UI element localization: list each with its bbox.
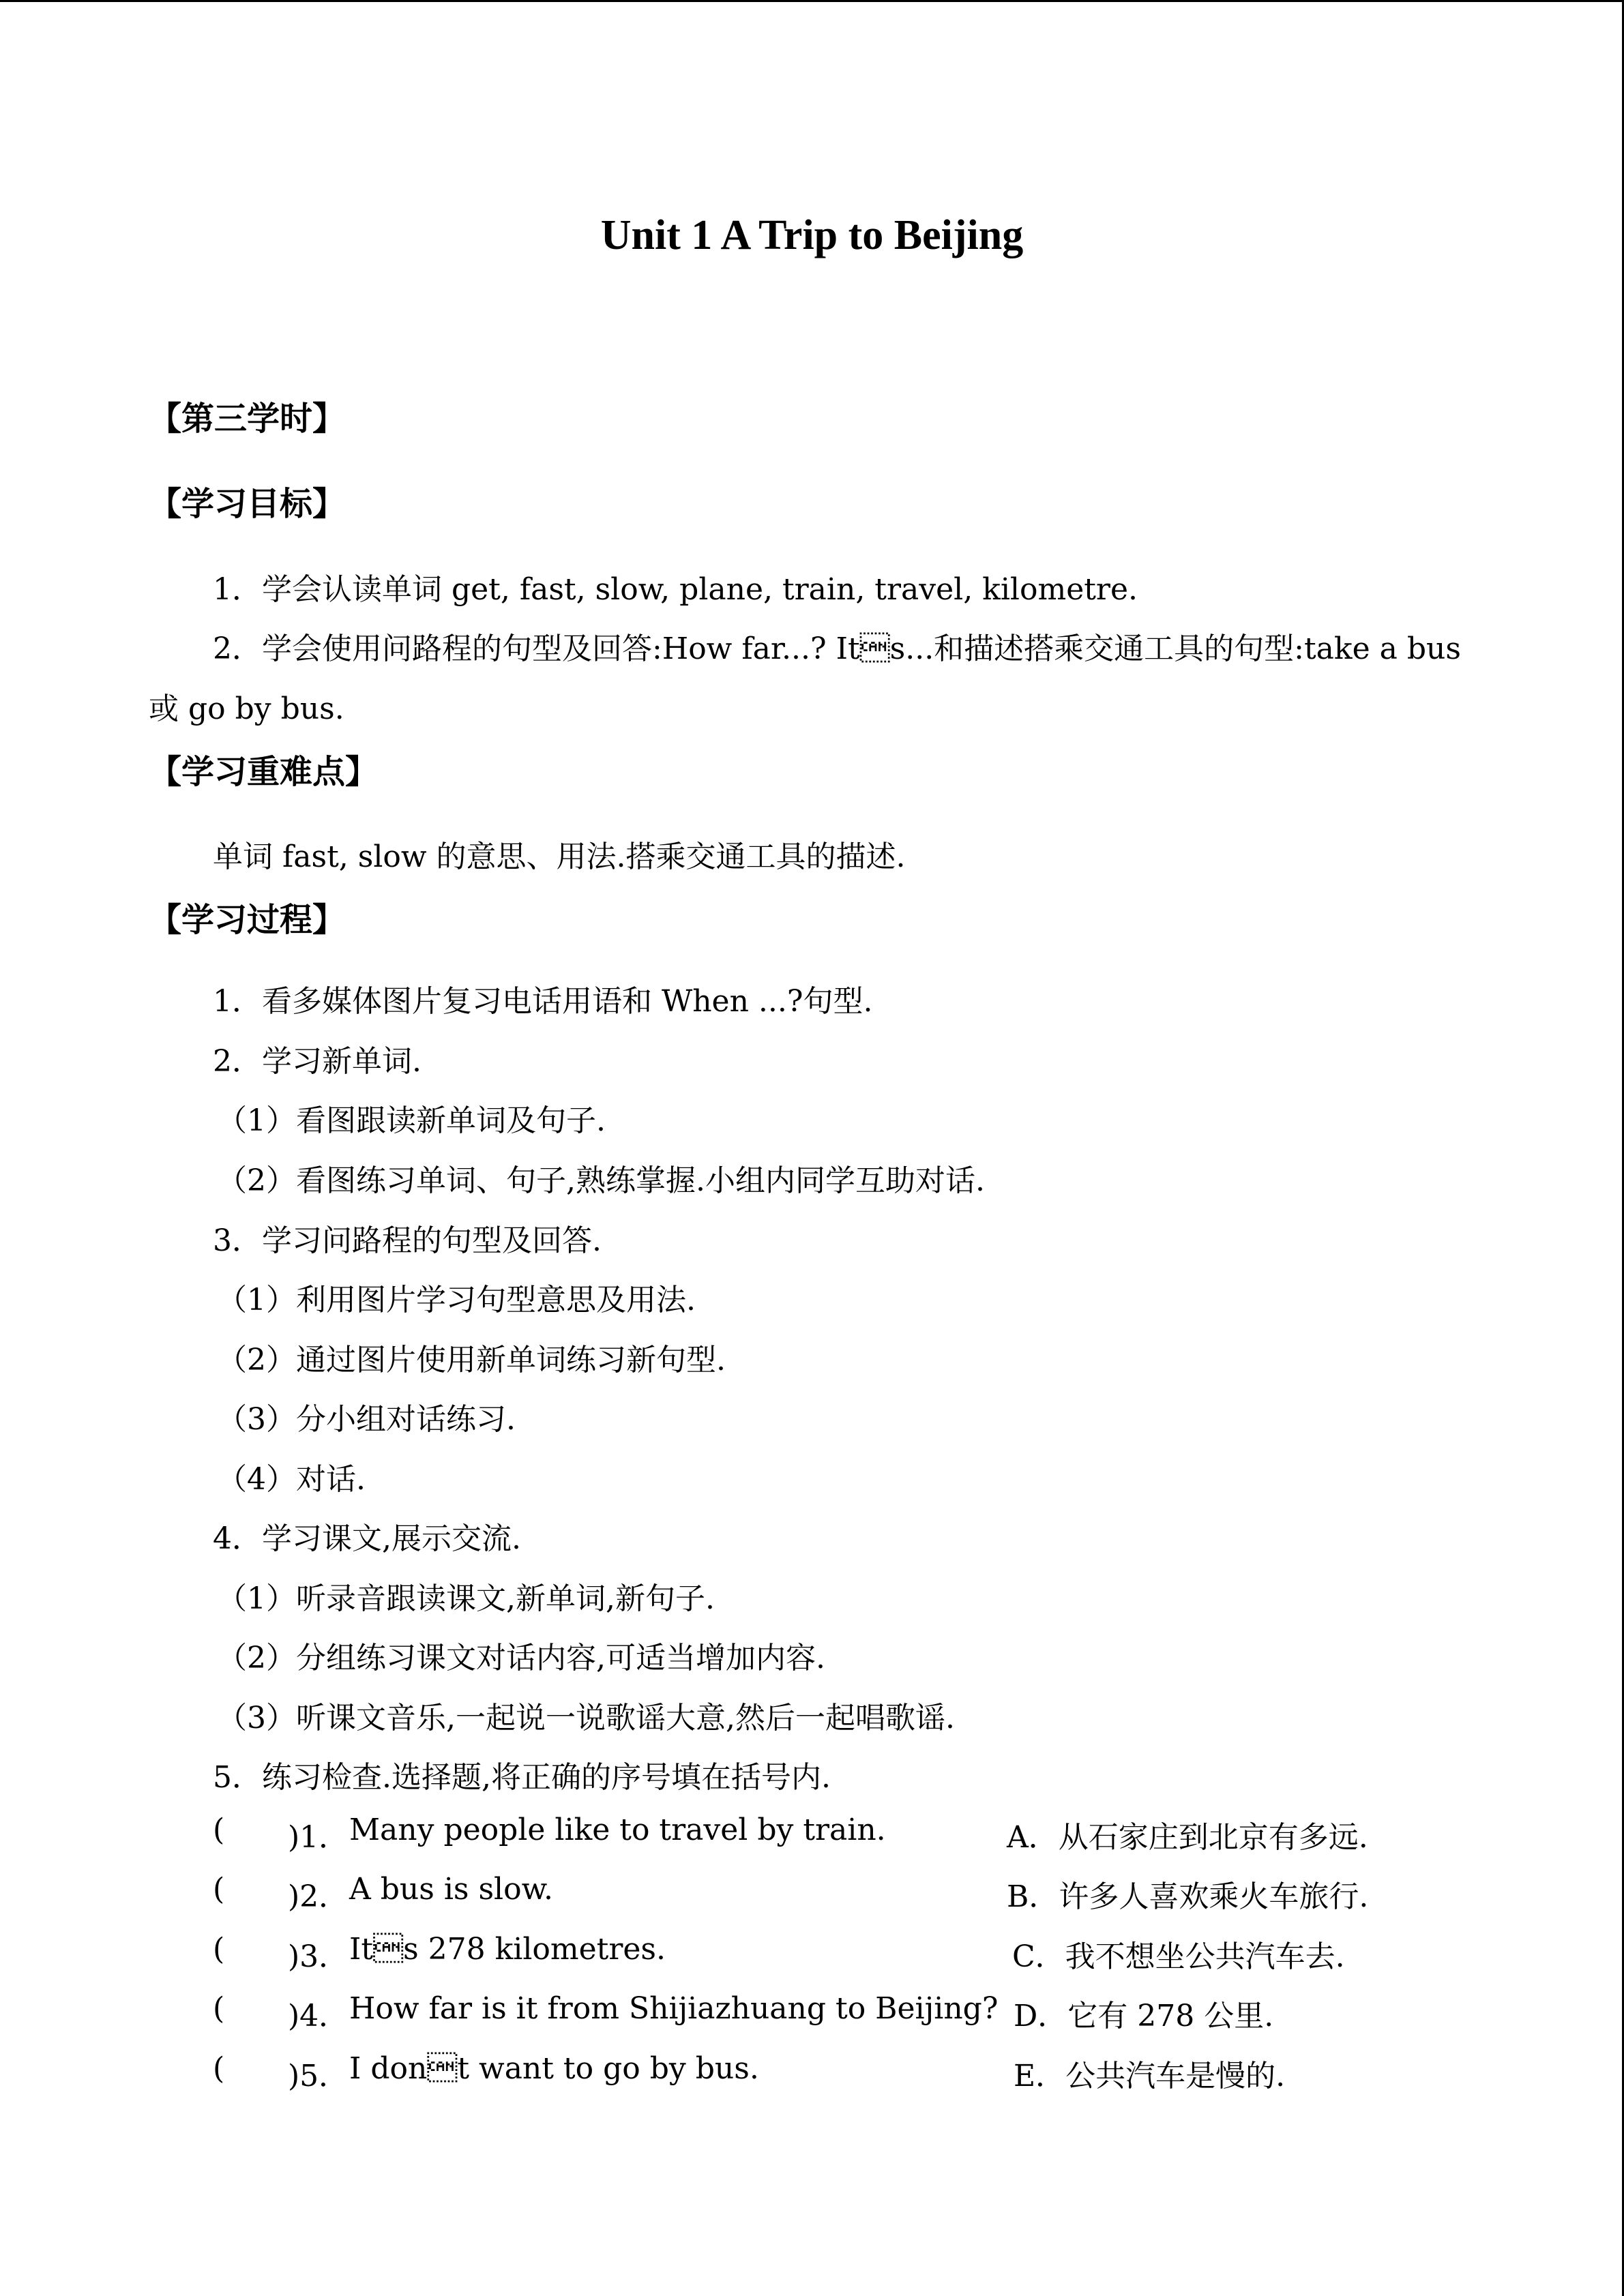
process-substep: （2）看图练习单词、句子,熟练掌握.小组内同学互助对话.: [217, 1163, 985, 1198]
answer-paren[interactable]: (: [213, 1932, 225, 1967]
top-border-line: [0, 0, 1624, 2]
answer-paren[interactable]: (: [213, 1813, 225, 1847]
exercise-option: A．从石家庄到北京有多远.: [1007, 1820, 1368, 1855]
process-substep: （3）听课文音乐,一起说一说歌谣大意,然后一起唱歌谣.: [217, 1701, 955, 1735]
exercise-sentence: A bus is slow.: [349, 1872, 554, 1907]
process-substep: （1）利用图片学习句型意思及用法.: [217, 1283, 696, 1317]
answer-paren[interactable]: (: [213, 1991, 225, 2026]
exercise-number: )4．: [288, 1999, 349, 2033]
process-substep: （1）听录音跟读课文,新单词,新句子.: [217, 1581, 715, 1616]
exercise-sentence: Its 278 kilometres.: [349, 1932, 666, 1967]
exercise-number: )1．: [288, 1820, 349, 1855]
exercise-option: C．我不想坐公共汽车去.: [1012, 1939, 1345, 1974]
process-substep: （2）通过图片使用新单词练习新句型.: [217, 1343, 726, 1377]
keypoints-text: 单词 fast, slow 的意思、用法.搭乘交通工具的描述.: [213, 839, 906, 874]
process-substep: （2）分组练习课文对话内容,可适当增加内容.: [217, 1641, 825, 1675]
section-goals-heading: 【学习目标】: [149, 485, 346, 523]
document-title: Unit 1 A Trip to Beijing: [600, 212, 1024, 258]
goal-item-1: 1．学会认读单词 get, fast, slow, plane, train, travel, kilometre.: [213, 572, 1138, 607]
process-step-5: 5．练习检查.选择题,将正确的序号填在括号内.: [213, 1760, 831, 1795]
goal-item-2-continued: 或 go by bus.: [149, 691, 344, 726]
process-step-2: 2．学习新单词.: [213, 1044, 422, 1079]
exercise-sentence: How far is it from Shijiazhuang to Beijing?: [349, 1991, 999, 2026]
exercise-option: B．许多人喜欢乘火车旅行.: [1007, 1879, 1369, 1914]
exercise-sentence: Many people like to travel by train.: [349, 1813, 886, 1847]
answer-paren[interactable]: (: [213, 1872, 225, 1907]
process-step-4: 4．学习课文,展示交流.: [213, 1521, 521, 1556]
exercise-option: E．公共汽车是慢的.: [1014, 2059, 1286, 2093]
exercise-number: )5．: [288, 2059, 349, 2093]
process-step-1: 1．看多媒体图片复习电话用语和 When ...?句型.: [213, 984, 873, 1019]
section-lesson-heading: 【第三学时】: [149, 400, 346, 438]
process-substep: （4）对话.: [217, 1462, 366, 1497]
process-step-3: 3．学习问路程的句型及回答.: [213, 1223, 602, 1258]
exercise-number: )3．: [288, 1939, 349, 1974]
exercise-sentence: I dont want to go by bus.: [349, 2051, 759, 2086]
process-substep: （3）分小组对话练习.: [217, 1402, 516, 1437]
section-process-heading: 【学习过程】: [149, 901, 346, 939]
answer-paren[interactable]: (: [213, 2051, 225, 2086]
section-keypoints-heading: 【学习重难点】: [149, 753, 379, 791]
exercise-number: )2．: [288, 1879, 349, 1914]
process-substep: （1）看图跟读新单词及句子.: [217, 1103, 606, 1138]
goal-item-2: 2．学会使用问路程的句型及回答:How far...? Its...和描述搭乘交通工具的句型:take a bus: [213, 631, 1461, 666]
exercise-option: D．它有 278 公里.: [1014, 1999, 1274, 2033]
